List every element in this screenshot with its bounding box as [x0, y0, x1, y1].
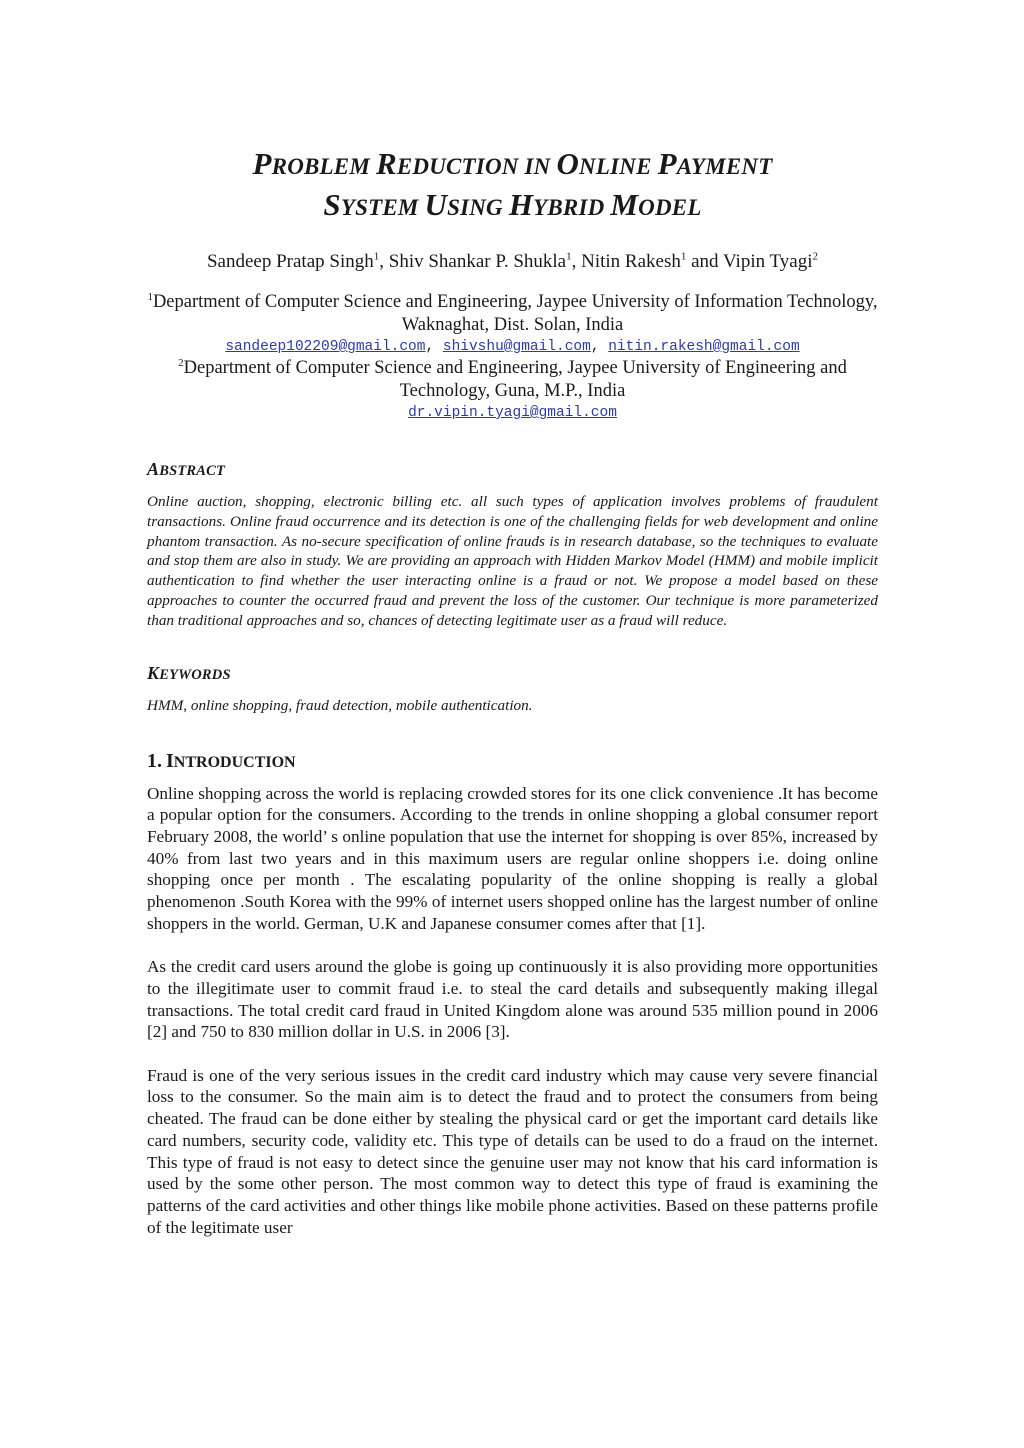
- affiliation-marker: 1: [566, 250, 572, 263]
- author-email-link[interactable]: nitin.rakesh@gmail.com: [608, 339, 800, 355]
- title-word: HYBRID: [508, 187, 605, 222]
- author-email-link[interactable]: dr.vipin.tyagi@gmail.com: [408, 405, 617, 421]
- affiliation-marker: 1: [680, 250, 687, 263]
- title-word: IN: [524, 154, 551, 179]
- title-word: PROBLEM: [252, 146, 370, 181]
- title-word: ONLINE: [556, 146, 652, 181]
- keywords-heading: KEYWORDS: [147, 662, 231, 683]
- author-list: Sandeep Pratap Singh$^1$, Shiv Shankar P. Shukla$^1$, Nitin Rakesh$^1$ and Vipin Tyagi$^2$: [206, 250, 819, 272]
- affiliation-marker: 2: [812, 250, 819, 263]
- author-email-link[interactable]: sandeep102209@gmail.com: [225, 339, 426, 355]
- affiliation-2: [147, 357, 878, 403]
- author-email-link[interactable]: shivshu@gmail.com: [442, 339, 591, 355]
- affiliation-text: Department of Computer Science and Engineering, Jaypee University of Information Technology, Waknaghat, Dist. Solan, India: [152, 292, 878, 335]
- introduction-heading: 1. INTRODUCTION: [147, 749, 296, 772]
- affiliation-marker: 1: [373, 250, 380, 263]
- title-word: PAYMENT: [657, 146, 773, 181]
- author-name: Nitin Rakesh: [581, 251, 681, 272]
- title-word: REDUCTION: [375, 146, 519, 181]
- affiliation-marker: 1: [147, 290, 153, 303]
- affiliation-text: Department of Computer Science and Engineering, Jaypee University of Engineering and Technology, Guna, M.P., India: [183, 358, 847, 401]
- paper-title: [147, 145, 878, 227]
- title-line-1: [147, 145, 878, 186]
- abstract-heading: ABSTRACT: [147, 459, 226, 479]
- affiliation-2-emails: [147, 403, 878, 423]
- affiliation-1: [147, 291, 878, 337]
- author-name: Shiv Shankar P. Shukla: [388, 251, 567, 272]
- title-line-2: [147, 186, 878, 227]
- abstract-text: Online auction, shopping, electronic billing etc. all such types of application involves problems of fraudulent transactions. Online fraud occurrence and its detection is one of the challenging fields for web development and online phantom transaction. As no-secure specification of online frauds is in research database, so the techniques to evaluate and stop them are also in study. We are providing an approach with Hidden Markov Model (HMM) and mobile implicit authentication to find whether the user interacting online is a fraud or not. We propose a model based on these approaches to counter the occurred fraud and prevent the loss of the customer. Our technique is more parameterized than traditional approaches and so, chances of detecting legitimate user as a fraud will reduce.: [147, 493, 878, 629]
- author-conjunction: and: [691, 251, 719, 272]
- body-paragraph: Fraud is one of the very serious issues in the credit card industry which may cause very severe financial loss to the consumer. So the main aim is to detect the fraud and to protect the consumers from being cheated. The fraud can be done either by stealing the physical card or get the important card details like card numbers, security code, validity etc. This type of details can be used to do a fraud on the internet. This type of fraud is not easy to detect since the genuine user may not know that his card information is used by the some other person. The most common way to detect this type of fraud is examining the patterns of the card activities and other things like mobile phone activities. Based on these patterns profile of the legitimate user: [147, 1065, 878, 1237]
- title-word: SYSTEM: [323, 187, 419, 222]
- paper-page: [147, 145, 878, 1238]
- author-name: Vipin Tyagi: [722, 251, 813, 272]
- body-paragraph: Online shopping across the world is replacing crowded stores for its one click convenience .It has become a popular option for the consumers. According to the trends in online shopping a global consumer report February 2008, the world’ s online population that use the internet for shopping is over 85%, increased by 40% from last two years and in this maximum users are regular online shoppers i.e. doing online shopping once per month . The escalating popularity of the online shopping is really a global phenomenon .South Korea with the 99% of internet users shopped online has the largest number of online shoppers in the world. German, U.K and Japanese consumer comes after that [1].: [147, 783, 878, 933]
- body-paragraph: As the credit card users around the globe is going up continuously it is also providing more opportunities to the illegitimate user to commit fraud i.e. to steal the card details and subsequently making illegal transactions. The total credit card fraud in United Kingdom alone was around 535 million pound in 2006 [2] and 750 to 830 million dollar in U.S. in 2006 [3].: [147, 957, 878, 1042]
- title-word: USING: [424, 187, 503, 222]
- title-word: MODEL: [610, 187, 702, 222]
- affiliation-1-emails: sandeep102209@gmail.com, shivshu@gmail.com, nitin.rakesh@gmail.com: [225, 339, 800, 355]
- author-name: Sandeep Pratap Singh: [206, 251, 374, 272]
- affiliation-marker: 2: [178, 356, 184, 369]
- keywords-text: HMM, online shopping, fraud detection, mobile authentication.: [147, 696, 533, 714]
